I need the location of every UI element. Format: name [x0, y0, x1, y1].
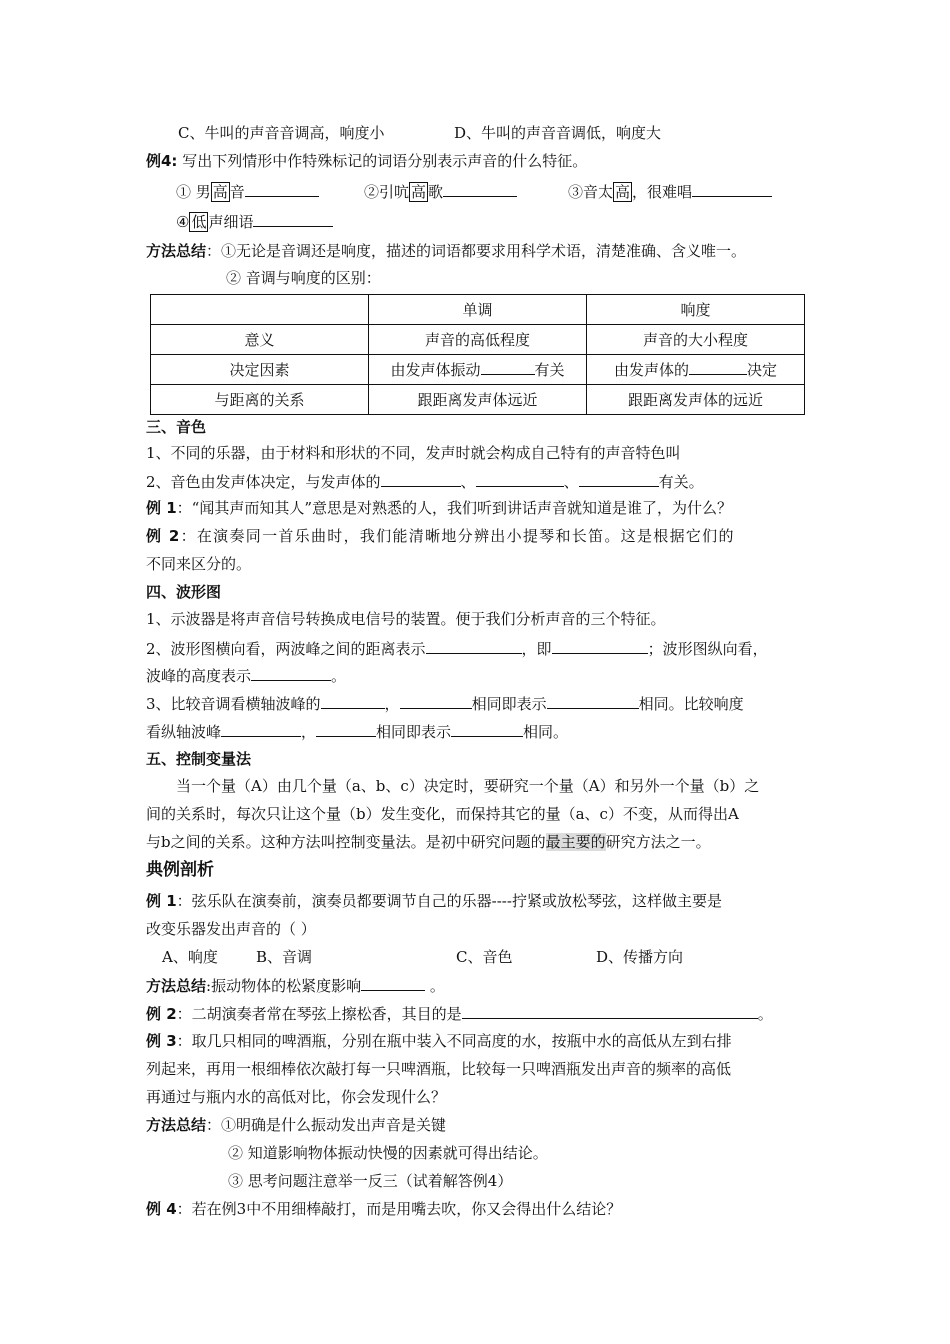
sec3-p1: 1、不同的乐器，由于材料和形状的不同，发声时就会构成自己特有的声音特色叫 [146, 444, 681, 462]
analysis-ex1-cont: 改变乐器发出声音的（ ） [146, 920, 316, 938]
ex4-item-1: ① 男 高 音 [176, 183, 319, 201]
analysis-ex3-l3: 再通过与瓶内水的高低对比，你会发现什么？ [146, 1088, 447, 1106]
sec3-p2: 2、音色由发声体决定，与发声体的 、 、 有关。 [146, 473, 704, 491]
analysis-method-2-l3: ③ 思考问题注意举一反三（试着解答例4） [228, 1172, 513, 1190]
option-b: B、音调 [256, 948, 313, 966]
ex4-tone-question: 例4: 写出下列情形中作特殊标记的词语分别表示声音的什么特征。 [146, 152, 588, 170]
analysis-method-2-l2: ② 知道影响物体振动快慢的因素就可得出结论。 [228, 1144, 548, 1162]
analysis-ex4: 例 4：若在例3中不用细棒敲打，而是用嘴去吹，你又会得出什么结论？ [146, 1200, 622, 1218]
option-a: A、响度 [162, 948, 218, 966]
ex4-item-4: ④ 低 声细语 [176, 213, 333, 231]
analysis-ex3: 例 3：取几只相同的啤酒瓶，分别在瓶中装入不同高度的水，按瓶中水的高低从左到右排 [146, 1032, 732, 1050]
option-d: D、牛叫的声音音调低，响度大 [454, 124, 662, 142]
section-4-title: 四、波形图 [146, 583, 222, 601]
option-c: C、牛叫的声音音调高，响度小 [178, 124, 385, 142]
section-3-title: 三、音色 [146, 418, 207, 436]
ex4-item-3: ③音太 高 ，很难唱 [568, 181, 772, 202]
analysis-method-2: 方法总结：①明确是什么振动发出声音是关键 [146, 1116, 447, 1134]
analysis-method-1: 方法总结:振动物体的松紧度影响 。 [146, 977, 445, 995]
analysis-ex3-l2: 列起来，再用一根细棒依次敲打每一只啤酒瓶，比较每一只啤酒瓶发出声音的频率的高低 [146, 1060, 732, 1078]
option-c: C、音色 [456, 948, 513, 966]
sec3-ex2-cont: 不同来区分的。 [146, 555, 252, 573]
ex4-items-row [176, 181, 856, 202]
sec5-l3: 与b之间的关系。这种方法叫控制变量法。是初中研究问题的最主要的研究方法之一。 [146, 833, 711, 851]
ex4-item-2: ②引吭 高 歌 [364, 181, 517, 202]
pitch-loudness-table [150, 294, 805, 415]
ex4-item-4-row [176, 211, 856, 232]
method-summary-2: ② 音调与响度的区别： [226, 269, 381, 287]
sec4-p3: 3、比较音调看横轴波峰的 ， 相同即表示 相同。比较响度 [146, 695, 744, 713]
table-row: 与距离的关系 跟距离发声体远近 跟距离发声体的远近 [151, 385, 805, 415]
header-pitch: 单调 [369, 295, 587, 325]
sec5-l1: 当一个量（A）由几个量（a、b、c）决定时，要研究一个量（A）和另外一个量（b）之 [176, 777, 760, 795]
section-5-title: 五、控制变量法 [146, 750, 252, 768]
method-summary-1: 方法总结：①无论是音调还是响度，描述的词语都要求用科学术语，清楚准确、含义唯一。 [146, 242, 747, 260]
prev-options [178, 123, 858, 143]
sec4-p2-cont: 波峰的高度表示 。 [146, 667, 347, 685]
header-loudness: 响度 [587, 295, 805, 325]
sec3-ex2: 例 2：在演奏同一首乐曲时，我们能清晰地分辨出小提琴和长笛。这是根据它们的 [146, 527, 735, 545]
sec5-l2: 间的关系时，每次只让这个量（b）发生变化，而保持其它的量（a、c）不变，从而得出A [146, 805, 739, 823]
highlight: 最主要的 [545, 833, 606, 851]
ex4-label: 例4: [146, 152, 178, 170]
analysis-ex2: 例 2：二胡演奏者常在琴弦上擦松香，其目的是 。 [146, 1005, 773, 1023]
table-header-row [151, 295, 805, 325]
analysis-ex1: 例 1：弦乐队在演奏前，演奏员都要调节自己的乐器----拧紧或放松琴弦，这样做主要是 [146, 892, 722, 910]
sec3-ex1: 例 1：“闻其声而知其人”意思是对熟悉的人，我们听到讲话声音就知道是谁了，为什么？ [146, 499, 733, 517]
option-d: D、传播方向 [596, 948, 684, 966]
analysis-title: 典例剖析 [146, 860, 214, 880]
sec4-p2: 2、波形图横向看，两波峰之间的距离表示 ，即 ；波形图纵向看， [146, 640, 768, 658]
table-row: 决定因素 由发声体振动 有关 由发声体的 决定 [151, 355, 805, 385]
sec4-p3-cont: 看纵轴波峰 ， 相同即表示 相同。 [146, 723, 569, 741]
sec4-p1: 1、示波器是将声音信号转换成电信号的装置。便于我们分析声音的三个特征。 [146, 610, 666, 628]
table-row: 意义 声音的高低程度 声音的大小程度 [151, 325, 805, 355]
